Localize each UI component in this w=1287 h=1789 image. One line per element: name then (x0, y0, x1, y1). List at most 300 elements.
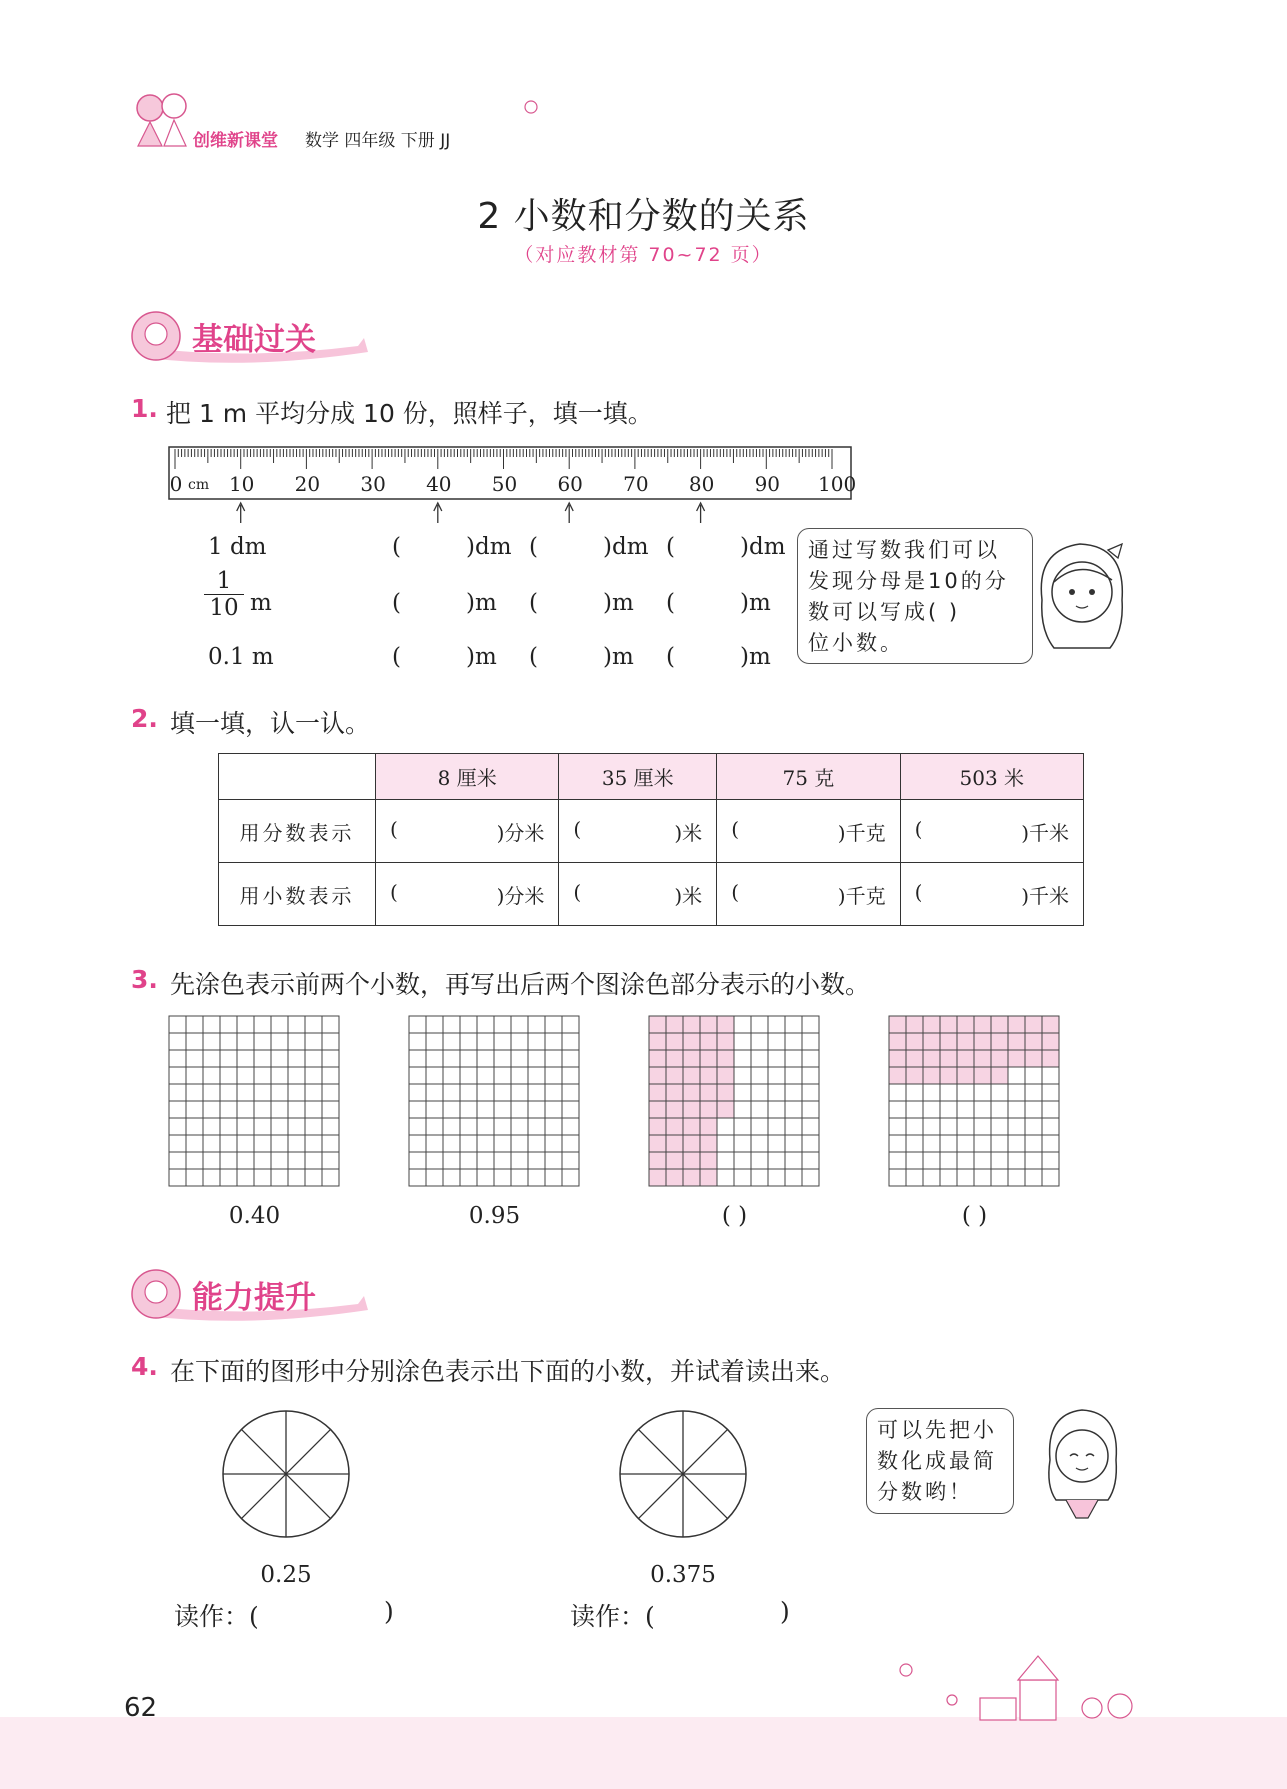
grid-cell (700, 1118, 717, 1135)
grid-cell (940, 1169, 957, 1186)
grid-cell (186, 1067, 203, 1084)
grid-cell (923, 1033, 940, 1050)
grid-cell (237, 1152, 254, 1169)
answer-cell[interactable] (559, 800, 717, 863)
grid-cell (528, 1084, 545, 1101)
hint-line: 通过写数我们可以 (808, 538, 1000, 562)
grid-cell (1008, 1067, 1025, 1084)
grid-cell (322, 1084, 339, 1101)
grid-cell (923, 1169, 940, 1186)
grid-cell (460, 1135, 477, 1152)
ruler-label: 30 (360, 472, 386, 496)
grid-cell (751, 1118, 768, 1135)
grid-cell (528, 1067, 545, 1084)
grid-cell (991, 1050, 1008, 1067)
grid-cell (768, 1169, 785, 1186)
grid-cell (717, 1084, 734, 1101)
grid-cell (460, 1033, 477, 1050)
grid-cell (254, 1084, 271, 1101)
grid-cell (1025, 1050, 1042, 1067)
grid-cell (562, 1118, 579, 1135)
grid-cell (957, 1084, 974, 1101)
grid-cell (768, 1152, 785, 1169)
grid-cell (254, 1118, 271, 1135)
grid-cell (649, 1118, 666, 1135)
grid-cell (288, 1016, 305, 1033)
grid-cell (802, 1050, 819, 1067)
grid-cell (169, 1050, 186, 1067)
grid-cell (288, 1050, 305, 1067)
grid-cell (785, 1101, 802, 1118)
grid-cell (768, 1101, 785, 1118)
blank-unit: )dm (466, 534, 512, 560)
grid-cell (649, 1050, 666, 1067)
grid-cell (528, 1016, 545, 1033)
grid-cell (666, 1016, 683, 1033)
grid-cell (545, 1101, 562, 1118)
grid-cell (443, 1084, 460, 1101)
grid-cell (186, 1169, 203, 1186)
grid-cell (974, 1033, 991, 1050)
grid-cell (974, 1067, 991, 1084)
grid-cell (957, 1169, 974, 1186)
grid-cell (768, 1033, 785, 1050)
grid-cell (237, 1169, 254, 1186)
grid-cell (940, 1084, 957, 1101)
grid-cell (957, 1016, 974, 1033)
grid-cell (700, 1084, 717, 1101)
grid-cell (460, 1152, 477, 1169)
answer-cell[interactable] (900, 800, 1083, 863)
blank-unit: )dm (603, 534, 649, 560)
grid-cell (426, 1152, 443, 1169)
grid-cell (1008, 1118, 1025, 1135)
read-as-close: ) (780, 1597, 790, 1626)
hundred-grid-4 (887, 1014, 1062, 1189)
grid-cell (494, 1084, 511, 1101)
read-as-input[interactable] (654, 1597, 774, 1629)
read-as-close: ) (384, 1597, 394, 1626)
grid-cell (1042, 1152, 1059, 1169)
hundred-grid-1[interactable] (167, 1014, 342, 1189)
grid-cell (683, 1101, 700, 1118)
row2-example-unit: m (250, 590, 272, 616)
grid-cell (443, 1050, 460, 1067)
grid-cell (494, 1050, 511, 1067)
answer-cell[interactable] (717, 863, 900, 926)
grid-cell (562, 1101, 579, 1118)
grid-cell (785, 1016, 802, 1033)
grid-cell (254, 1169, 271, 1186)
grid-cell (889, 1169, 906, 1186)
grid-cell (409, 1169, 426, 1186)
grid-cell (974, 1169, 991, 1186)
cell-unit: )米 (674, 820, 703, 845)
grid-cell (545, 1169, 562, 1186)
grid-cell (220, 1118, 237, 1135)
grid-cell (169, 1016, 186, 1033)
girls-logo-icon (128, 86, 198, 156)
grid-cell (768, 1067, 785, 1084)
grid-cell (923, 1084, 940, 1101)
grid-cell (734, 1101, 751, 1118)
grid-cell (511, 1016, 528, 1033)
grid-cell (203, 1050, 220, 1067)
grid-cell (271, 1118, 288, 1135)
grid-cell (426, 1118, 443, 1135)
grid-cell (974, 1152, 991, 1169)
grid-caption: 0.40 (228, 1203, 281, 1229)
eighths-circle-2[interactable] (617, 1408, 749, 1540)
answer-cell[interactable] (376, 800, 559, 863)
grid-cell (1025, 1067, 1042, 1084)
grid-cell (785, 1118, 802, 1135)
grid-cell (717, 1101, 734, 1118)
grid-cell (649, 1016, 666, 1033)
q4-text: 在下面的图形中分别涂色表示出下面的小数，并试着读出来。 (170, 1357, 846, 1386)
cell-open: ( (573, 879, 582, 904)
q4-hint-bubble (866, 1408, 1014, 1514)
page-subtitle: （对应教材第 70~72 页） (514, 244, 773, 266)
blank-unit: )m (603, 644, 634, 670)
grid-cell (562, 1016, 579, 1033)
grid-cell (305, 1033, 322, 1050)
grid-cell (305, 1152, 322, 1169)
grid-cell (785, 1084, 802, 1101)
cell-open: ( (390, 816, 398, 841)
grid-cell (409, 1033, 426, 1050)
grid-cell (305, 1118, 322, 1135)
section-title-advanced: 能力提升 (192, 1280, 316, 1316)
grid-cell (409, 1050, 426, 1067)
grid-cell (511, 1067, 528, 1084)
grid-cell (409, 1084, 426, 1101)
grid-cell (906, 1033, 923, 1050)
grid-cell (785, 1067, 802, 1084)
grid-cell (254, 1135, 271, 1152)
grid-cell (409, 1101, 426, 1118)
grid-cell (717, 1050, 734, 1067)
footer-band (0, 1717, 1287, 1789)
grid-cell (426, 1016, 443, 1033)
grid-cell (322, 1067, 339, 1084)
cell-unit: )千克 (837, 820, 886, 845)
grid-cell (203, 1135, 220, 1152)
grid-cell (991, 1118, 1008, 1135)
grid-cell (1008, 1135, 1025, 1152)
grid-cell (802, 1101, 819, 1118)
grid-cell (203, 1101, 220, 1118)
grid-cell (734, 1016, 751, 1033)
grid-cell (271, 1135, 288, 1152)
grid-cell (991, 1033, 1008, 1050)
grid-cell (940, 1118, 957, 1135)
grid-cell (237, 1016, 254, 1033)
grid-cell (288, 1033, 305, 1050)
grid-cell (649, 1101, 666, 1118)
cell-unit: )分米 (496, 883, 545, 908)
hint-line: 可以先把小 (877, 1418, 997, 1442)
grid-cell (751, 1084, 768, 1101)
grid-cell (957, 1067, 974, 1084)
grid-cell (477, 1084, 494, 1101)
grid-cell (940, 1033, 957, 1050)
grid-cell (426, 1101, 443, 1118)
grid-cell (443, 1169, 460, 1186)
blank-open: ( (392, 534, 401, 560)
answer-cell[interactable] (376, 863, 559, 926)
grid-cell (305, 1067, 322, 1084)
grid-cell (666, 1033, 683, 1050)
header-series: 创维新课堂 (193, 131, 278, 151)
grid-cell (923, 1152, 940, 1169)
cell-unit: )千米 (1021, 883, 1069, 908)
cell-unit: )米 (674, 883, 703, 908)
grid-cell (700, 1050, 717, 1067)
circle-value: 0.375 (650, 1562, 716, 1588)
grid-cell (957, 1101, 974, 1118)
grid-cell (254, 1101, 271, 1118)
grid-cell (923, 1067, 940, 1084)
grid-cell (802, 1169, 819, 1186)
ruler-label: 60 (557, 472, 583, 496)
grid-cell (528, 1152, 545, 1169)
grid-cell (1008, 1084, 1025, 1101)
grid-cell (237, 1135, 254, 1152)
grid-cell (717, 1118, 734, 1135)
grid-cell (477, 1152, 494, 1169)
q1-hint-bubble (797, 528, 1033, 664)
table-header: 8 厘米 (376, 754, 559, 800)
grid-cell (477, 1033, 494, 1050)
grid-cell (426, 1084, 443, 1101)
grid-cell (271, 1152, 288, 1169)
grid-cell (322, 1152, 339, 1169)
grid-cell (528, 1050, 545, 1067)
answer-cell[interactable] (559, 863, 717, 926)
grid-cell (322, 1101, 339, 1118)
grid-cell (751, 1050, 768, 1067)
grid-cell (426, 1067, 443, 1084)
grid-cell (443, 1016, 460, 1033)
grid-cell (426, 1033, 443, 1050)
hundred-grid-2[interactable] (407, 1014, 582, 1189)
grid-cell (409, 1016, 426, 1033)
grid-cell (700, 1169, 717, 1186)
grid-cell (511, 1033, 528, 1050)
grid-cell (528, 1101, 545, 1118)
grid-cell (460, 1169, 477, 1186)
grid-cell (237, 1067, 254, 1084)
grid-cell (940, 1016, 957, 1033)
grid-cell (683, 1084, 700, 1101)
grid-cell (1008, 1050, 1025, 1067)
grid-cell (666, 1050, 683, 1067)
grid-cell (974, 1050, 991, 1067)
grid-cell (734, 1152, 751, 1169)
grid-cell (768, 1016, 785, 1033)
grid-cell (203, 1169, 220, 1186)
grid-cell (494, 1118, 511, 1135)
grid-cell (220, 1101, 237, 1118)
header-subject-grade: 数学 四年级 下册 JJ (305, 131, 451, 151)
grid-cell (717, 1016, 734, 1033)
grid-cell (305, 1084, 322, 1101)
grid-cell (889, 1050, 906, 1067)
grid-cell (751, 1067, 768, 1084)
blank-open: ( (529, 534, 538, 560)
ruler-label: 70 (623, 472, 649, 496)
table-header: 503 米 (900, 754, 1083, 800)
eighths-circle-1[interactable] (220, 1408, 352, 1540)
grid-cell (802, 1084, 819, 1101)
grid-cell (923, 1016, 940, 1033)
grid-cell (494, 1135, 511, 1152)
circle-value: 0.25 (260, 1562, 312, 1588)
grid-cell (511, 1169, 528, 1186)
grid-cell (322, 1033, 339, 1050)
grid-cell (460, 1101, 477, 1118)
blank-unit: )m (466, 590, 497, 616)
grid-cell (1025, 1118, 1042, 1135)
grid-cell (545, 1050, 562, 1067)
grid-cell (528, 1169, 545, 1186)
grid-cell (203, 1067, 220, 1084)
grid-cell (477, 1067, 494, 1084)
hint-line: 数化成最简 (877, 1449, 997, 1473)
row1-example: 1 dm (208, 534, 267, 560)
answer-cell[interactable] (900, 863, 1083, 926)
grid-cell (666, 1101, 683, 1118)
ruler-label: 40 (426, 472, 452, 496)
grid-cell (494, 1152, 511, 1169)
blank-open: ( (529, 644, 538, 670)
cell-open: ( (573, 816, 582, 841)
q1-number: 1. (131, 394, 158, 423)
cell-open: ( (731, 879, 739, 904)
answer-cell[interactable] (717, 800, 900, 863)
table-corner (219, 754, 376, 800)
grid-cell (700, 1135, 717, 1152)
grid-cell (220, 1152, 237, 1169)
grid-cell (169, 1067, 186, 1084)
table-header: 35 厘米 (559, 754, 717, 800)
grid-cell (734, 1169, 751, 1186)
grid-cell (700, 1152, 717, 1169)
grid-cell (785, 1152, 802, 1169)
grid-cell (683, 1033, 700, 1050)
grid-cell (477, 1101, 494, 1118)
grid-cell (957, 1135, 974, 1152)
cell-unit: )分米 (496, 820, 545, 845)
row-label: 用分数表示 (219, 800, 376, 863)
grid-cell (169, 1152, 186, 1169)
grid-cell (288, 1118, 305, 1135)
grid-cell (1042, 1050, 1059, 1067)
blank-unit: )m (740, 590, 771, 616)
grid-cell (254, 1067, 271, 1084)
grid-cell (237, 1033, 254, 1050)
grid-cell (889, 1016, 906, 1033)
grid-cell (802, 1152, 819, 1169)
grid-caption[interactable]: ( ) (961, 1203, 988, 1229)
flower-decoration-icon (520, 98, 542, 116)
grid-cell (666, 1067, 683, 1084)
grid-cell (717, 1169, 734, 1186)
grid-cell (683, 1067, 700, 1084)
grid-cell (751, 1169, 768, 1186)
grid-cell (974, 1101, 991, 1118)
grid-cell (991, 1067, 1008, 1084)
grid-cell (700, 1067, 717, 1084)
grid-caption[interactable]: ( ) (721, 1203, 748, 1229)
blank-open: ( (666, 590, 675, 616)
grid-cell (1025, 1169, 1042, 1186)
grid-cell (785, 1033, 802, 1050)
grid-cell (443, 1152, 460, 1169)
grid-cell (562, 1169, 579, 1186)
grid-cell (802, 1067, 819, 1084)
grid-cell (477, 1135, 494, 1152)
grid-cell (322, 1118, 339, 1135)
blank-open: ( (392, 644, 401, 670)
grid-cell (494, 1033, 511, 1050)
castle-decoration-icon (880, 1650, 1160, 1722)
grid-cell (940, 1067, 957, 1084)
grid-cell (409, 1118, 426, 1135)
grid-cell (186, 1101, 203, 1118)
grid-cell (271, 1050, 288, 1067)
grid-cell (409, 1067, 426, 1084)
blank-open: ( (666, 644, 675, 670)
cell-open: ( (914, 816, 923, 841)
page-title: 2 小数和分数的关系 (477, 196, 810, 237)
grid-cell (974, 1118, 991, 1135)
table-row (219, 863, 1084, 926)
grid-cell (940, 1135, 957, 1152)
read-as-input[interactable] (258, 1597, 378, 1629)
grid-cell (271, 1169, 288, 1186)
grid-caption: 0.95 (468, 1203, 521, 1229)
grid-cell (426, 1169, 443, 1186)
grid-cell (322, 1016, 339, 1033)
grid-cell (1042, 1084, 1059, 1101)
hint-line: 位小数。 (808, 631, 904, 655)
grid-cell (237, 1118, 254, 1135)
grid-cell (906, 1050, 923, 1067)
grid-cell (700, 1033, 717, 1050)
grid-cell (562, 1033, 579, 1050)
grid-cell (271, 1101, 288, 1118)
grid-cell (545, 1084, 562, 1101)
grid-cell (186, 1152, 203, 1169)
grid-cell (409, 1135, 426, 1152)
grid-cell (889, 1135, 906, 1152)
ruler-label: 20 (294, 472, 321, 496)
grid-cell (1025, 1016, 1042, 1033)
grid-cell (511, 1135, 528, 1152)
grid-cell (734, 1033, 751, 1050)
grid-cell (220, 1084, 237, 1101)
grid-cell (991, 1101, 1008, 1118)
grid-cell (802, 1135, 819, 1152)
grid-cell (220, 1067, 237, 1084)
grid-cell (785, 1169, 802, 1186)
grid-cell (1042, 1135, 1059, 1152)
grid-cell (409, 1152, 426, 1169)
hint-line: 数可以写成( ) (808, 600, 961, 624)
grid-cell (460, 1050, 477, 1067)
